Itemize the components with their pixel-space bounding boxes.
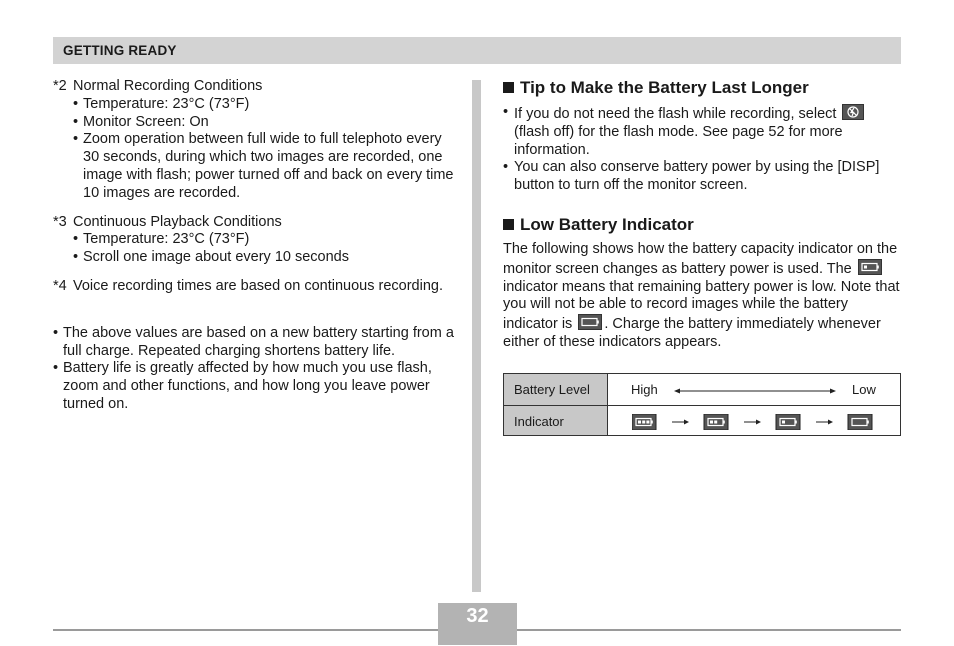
battery-level-table	[503, 373, 901, 436]
battery-icon	[848, 414, 872, 430]
note-marker: *3	[53, 213, 67, 230]
left-column	[53, 78, 458, 414]
battery-icon	[632, 414, 656, 430]
battery-icon	[704, 414, 728, 430]
list-item: • Temperature: 23°C (73°F)	[73, 96, 458, 114]
table-row	[504, 406, 900, 435]
table-row	[504, 374, 900, 406]
note-3	[53, 214, 458, 267]
page-number: 32	[438, 603, 517, 630]
note-2	[53, 78, 458, 203]
table-header-cell: Indicator	[504, 406, 608, 435]
flash-off-icon	[842, 104, 864, 120]
arrow-right-icon	[744, 420, 761, 425]
low-battery-heading: Low Battery Indicator	[503, 215, 903, 235]
battery-segment	[714, 421, 717, 424]
battery-low-icon	[858, 259, 882, 275]
list-item: • Zoom operation between full wide to full telephoto every 30 seconds, during which two images are recorded, one image with flash; power turned off and back on every time 10 images are recorded.	[73, 131, 458, 202]
note-title: Normal Recording Conditions	[73, 78, 263, 94]
battery-segment	[642, 421, 645, 424]
battery-empty-icon	[578, 314, 602, 330]
list-item: • Scroll one image about every 10 seconds	[73, 249, 458, 267]
right-column	[503, 78, 903, 352]
list-item: • You can also conserve battery power by using the [DISP] button to turn off the monitor screen.	[503, 159, 903, 195]
section-title: GETTING READY	[63, 43, 177, 58]
battery-segment	[638, 421, 641, 424]
tip-heading: Tip to Make the Battery Last Longer	[503, 78, 903, 98]
list-item: • Monitor Screen: On	[73, 114, 458, 132]
low-battery-paragraph: The following shows how the battery capacity indicator on the monitor screen changes as battery power is used. The indicator means that remaining battery power is low. Note that you will not be able to record images while the battery indicator is . Charge the battery immediately whenever either of these indicators appears.	[503, 240, 900, 350]
battery-segment	[782, 421, 785, 424]
square-bullet-icon	[503, 82, 514, 93]
note-4	[53, 278, 458, 296]
table-header-cell: Battery Level	[504, 374, 608, 405]
battery-segment	[646, 421, 649, 424]
battery-icon	[776, 414, 800, 430]
arrow-right-icon	[672, 420, 689, 425]
list-item: • If you do not need the flash while recording, select (flash off) for the flash mode. See page 52 for more information.	[503, 104, 903, 159]
note-marker: *4	[53, 277, 67, 294]
list-item: • Temperature: 23°C (73°F)	[73, 231, 458, 249]
note-title: Continuous Playback Conditions	[73, 213, 282, 230]
double-arrow-icon	[674, 388, 836, 394]
square-bullet-icon	[503, 219, 514, 230]
note-text: Voice recording times are based on continuous recording.	[73, 277, 443, 294]
column-divider	[472, 80, 481, 592]
page-number-tab	[438, 630, 517, 645]
level-low-label: Low	[852, 382, 876, 397]
list-item: • The above values are based on a new battery starting from a full charge. Repeated charging shortens battery life.	[53, 325, 458, 361]
level-high-label: High	[631, 382, 658, 397]
battery-segment	[710, 421, 713, 424]
header-bar	[53, 37, 901, 64]
battery-indicator-sequence	[632, 414, 882, 430]
note-marker: *2	[53, 78, 67, 94]
arrow-right-icon	[816, 420, 833, 425]
list-item: • Battery life is greatly affected by how much you use flash, zoom and other functions, and how long you leave power turned on.	[53, 360, 458, 413]
